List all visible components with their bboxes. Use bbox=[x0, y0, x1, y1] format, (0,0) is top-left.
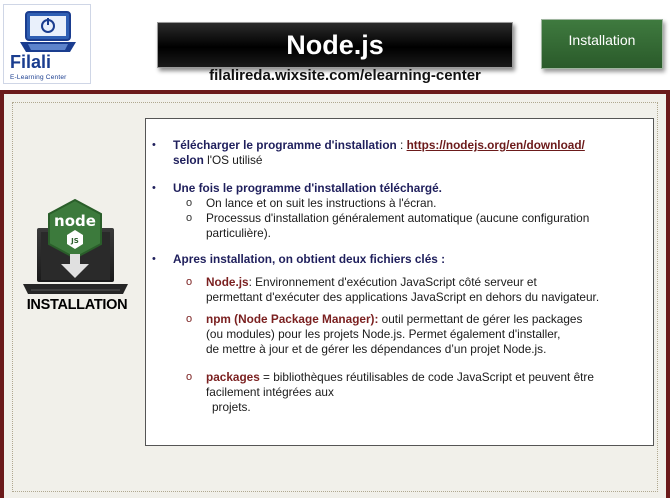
main-frame bbox=[0, 90, 670, 498]
svg-text:node: node bbox=[54, 212, 96, 230]
npm-desc-1: outil permettant de gérer les packages bbox=[378, 312, 583, 326]
term-colon: : bbox=[248, 275, 252, 289]
circle-marker: o bbox=[186, 197, 193, 209]
circle-marker: o bbox=[186, 371, 193, 383]
page-title: Node.js bbox=[157, 22, 513, 68]
logo-subtitle: E-Learning Center bbox=[10, 74, 67, 81]
circle-marker: o bbox=[186, 212, 193, 224]
key-files-label: Apres installation, on obtient deux fichiers clés : bbox=[173, 252, 446, 266]
circle-marker: o bbox=[186, 313, 193, 325]
circle-marker: o bbox=[186, 276, 193, 288]
packages-desc-3: projets. bbox=[212, 400, 251, 414]
term-packages: packages bbox=[206, 370, 260, 384]
bullet-icon: • bbox=[152, 139, 156, 151]
term-npm: npm (Node Package Manager): bbox=[206, 312, 379, 326]
logo-name: Filali bbox=[10, 52, 52, 72]
logo bbox=[3, 4, 91, 84]
after-download-label: Une fois le programme d'installation téléchargé. bbox=[173, 181, 442, 195]
sub-item-text: On lance et on suit les instructions à l'écran. bbox=[206, 196, 437, 210]
installation-label: INSTALLATION bbox=[26, 297, 128, 313]
download-sep: : bbox=[396, 138, 407, 152]
website-url[interactable]: filalireda.wixsite.com/elearning-center bbox=[209, 67, 481, 84]
content-box bbox=[145, 118, 654, 446]
npm-desc-3: de mettre à jour et de gérer les dépendances d’un projet Node.js. bbox=[206, 342, 547, 356]
packages-desc-2: facilement intégrées aux bbox=[206, 385, 334, 399]
nodejs-desc-1: Environnement d'exécution JavaScript côté serveur et bbox=[251, 275, 537, 289]
packages-desc-1: = bibliothèques réutilisables de code JavaScript et peuvent être bbox=[259, 370, 594, 384]
os-label-b: l'OS utilisé bbox=[203, 153, 263, 167]
nodejs-download-link[interactable]: https://nodejs.org/en/download/ bbox=[406, 138, 585, 152]
os-label-a: selon bbox=[173, 153, 204, 167]
bullet-icon: • bbox=[152, 182, 156, 194]
bullet-icon: • bbox=[152, 253, 156, 265]
term-nodejs: Node.js bbox=[206, 275, 249, 289]
section-tab-installation[interactable]: Installation bbox=[541, 19, 663, 69]
download-label: Télécharger le programme d'installation bbox=[173, 138, 397, 152]
nodejs-desc-2: permettant d'exécuter des applications JavaScript en dehors du navigateur. bbox=[206, 290, 600, 304]
laptop-power-icon bbox=[18, 10, 78, 54]
npm-desc-2: (ou modules) pour les projets Node.js. Permet également d'installer, bbox=[206, 327, 561, 341]
sub-item-text: Processus d'installation généralement automatique (aucune configuration bbox=[206, 211, 590, 225]
sub-item-text-cont: particulière). bbox=[206, 226, 271, 240]
svg-text:JS: JS bbox=[71, 237, 79, 245]
